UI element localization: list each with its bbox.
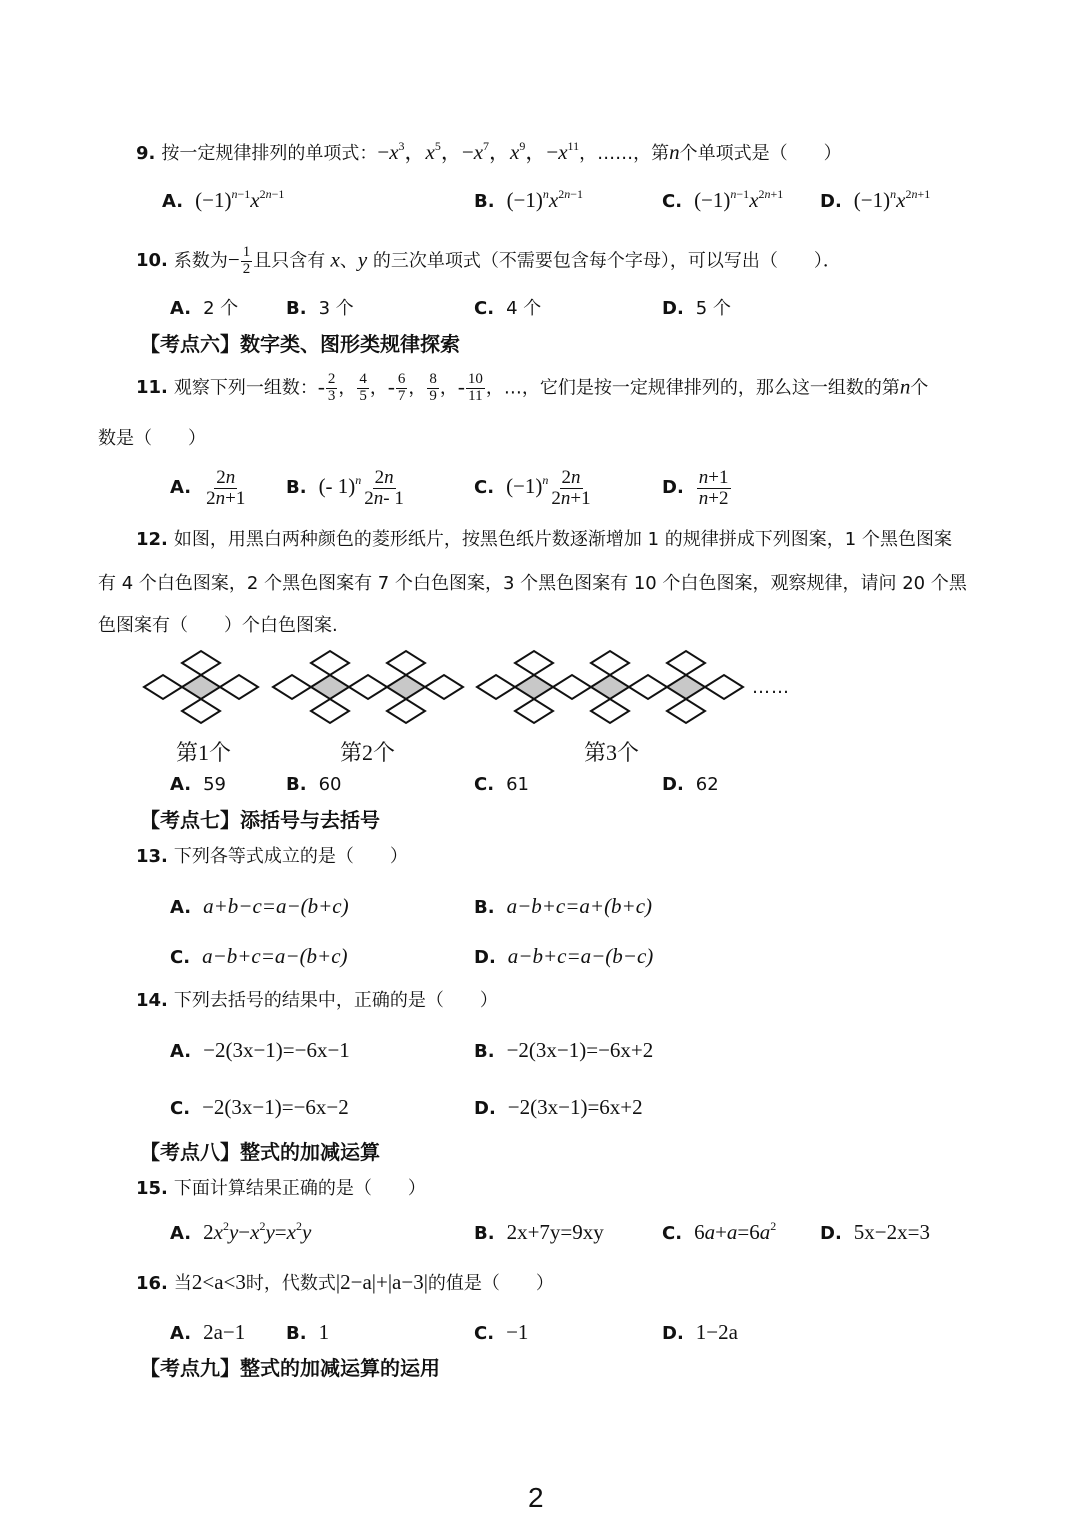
q9-option-d[interactable]: D. $(-1)^nx^{2n+1}$ [820, 187, 931, 212]
question-text: 下面计算结果正确的是（ ） [173, 1178, 426, 1199]
option-label: D. [662, 298, 684, 319]
rhombus-pattern-figure [0, 640, 1080, 740]
question-15 [136, 1180, 426, 1198]
white-rhombus [387, 651, 425, 675]
question-text: ，…，它们是按一定规律排列的，那么这一组数的第 [485, 377, 900, 399]
q13-option-d[interactable] [474, 946, 653, 967]
fraction: $\frac{2}{3}$ [327, 371, 336, 404]
option-expression: −2(3x−1)=6x+2 [507, 1095, 643, 1119]
option-label: C. [170, 947, 191, 968]
question-number: 12. [136, 529, 168, 550]
option-label: B. [286, 774, 307, 795]
option-label: B. [474, 1223, 495, 1244]
option-text: 60 [318, 774, 342, 795]
option-expression: −2(3x−1)=−6x+2 [506, 1038, 654, 1062]
white-rhombus [515, 699, 553, 723]
question-9: 9. 按一定规律排列的单项式：$-x^3$，$x^5$，$-x^7$，$x^9$，$-x^{11}$，……，第n个单项式是（ ） [136, 139, 842, 164]
white-rhombus [629, 675, 667, 699]
option-label: C. [474, 774, 495, 795]
question-number: 14. [136, 990, 168, 1011]
q12-option-a[interactable] [170, 776, 226, 794]
question-12 [136, 531, 952, 549]
question-number: 16. [136, 1273, 168, 1294]
question-number: 10. [136, 250, 168, 272]
q12-option-b[interactable] [286, 776, 341, 794]
q16-option-d[interactable] [662, 1322, 738, 1343]
option-expression: 2x+7y=9xy [506, 1220, 604, 1244]
white-rhombus [591, 699, 629, 723]
q11-option-d[interactable] [662, 468, 732, 509]
option-label: C. [662, 1223, 683, 1244]
fraction: $\frac{1}{2}$ [242, 244, 251, 277]
question-13 [136, 848, 408, 866]
fraction: $\frac{6}{7}$ [397, 371, 406, 404]
white-rhombus [311, 699, 349, 723]
option-text: 4 个 [506, 298, 542, 319]
q15-option-a[interactable]: A. $2x^2y-x^2y=x^2y$ [170, 1219, 312, 1244]
section-heading-7: 【考点七】添括号与去括号 [140, 808, 380, 832]
q11-option-b[interactable]: B. (- 1)$^n$ $\frac{2n}{2n- 1}$ [286, 467, 404, 509]
option-label: B. [286, 477, 307, 499]
option-expression: a−b+c=a+(b+c) [506, 894, 653, 918]
option-label: A. [170, 477, 192, 499]
q14-option-b[interactable] [474, 1040, 653, 1061]
q14-option-d[interactable] [474, 1097, 643, 1118]
option-label: A. [170, 897, 192, 918]
fraction: $\frac{8}{9}$ [429, 371, 437, 404]
option-label: D. [474, 947, 496, 968]
question-14 [136, 992, 498, 1010]
section-heading-6: 【考点六】数字类、图形类规律探索 [140, 332, 460, 356]
white-rhombus [515, 651, 553, 675]
q9-option-b[interactable]: B. $(-1)^nx^{2n-1}$ [474, 187, 584, 212]
white-rhombus [591, 651, 629, 675]
option-expression: 1 [318, 1320, 330, 1344]
option-label: B. [286, 1323, 307, 1344]
question-text: 时，代数式 [245, 1273, 336, 1294]
white-rhombus [311, 651, 349, 675]
white-rhombus [705, 675, 743, 699]
black-rhombus [387, 675, 425, 699]
option-label: C. [474, 298, 495, 319]
question-text: 个单项式是（ ） [679, 143, 842, 164]
fraction: $\frac{10}{11}$ [467, 371, 483, 404]
option-label: D. [474, 1098, 496, 1119]
question-text: 下列各等式成立的是（ ） [173, 846, 408, 867]
option-label: A. [162, 191, 184, 212]
option-expression: 1−2a [695, 1320, 738, 1344]
fraction: $\frac{2n}{2n- 1}$ [364, 467, 404, 509]
q10-option-d[interactable] [662, 300, 731, 318]
question-text: 按一定规律排列的单项式： [161, 143, 378, 164]
q14-option-a[interactable] [170, 1040, 350, 1061]
option-text: 59 [203, 774, 227, 795]
question-text: 的三次单项式（不需要包含每个字母），可以写出（ ）． [372, 250, 841, 272]
option-label: C. [170, 1098, 191, 1119]
q9-option-a[interactable]: A. $(-1)^{n-1}x^{2n-1}$ [162, 187, 285, 212]
option-label: C. [662, 191, 683, 212]
option-expression: a+b−c=a−(b+c) [203, 894, 349, 918]
q10-option-a[interactable] [170, 300, 238, 318]
question-10: 10. 系数为− $\frac{1}{2}$ 且只含有 x、y 的三次单项式（不需要包含每个字母），可以写出（ ）． [136, 244, 841, 277]
white-rhombus [182, 699, 220, 723]
q12-option-c[interactable] [474, 776, 529, 794]
option-label: D. [662, 477, 684, 499]
question-11-continued: 数是（ ） [98, 428, 206, 449]
option-label: D. [820, 1223, 842, 1244]
condition-expression: 2<a<3 [191, 1270, 246, 1294]
figure-label-3: 第3个 [584, 740, 640, 765]
q13-option-a[interactable] [170, 896, 349, 917]
absolute-value-expression: |2−a|+|a−3| [335, 1270, 428, 1294]
option-label: B. [286, 298, 307, 319]
white-rhombus [667, 651, 705, 675]
question-16 [136, 1272, 554, 1293]
q11-option-c[interactable]: C. $(-1)^n$ $\frac{2n}{2n+1}$ [474, 467, 591, 509]
question-12-line-2: 有 4 个白色图案，2 个黑色图案有 7 个白色图案，3 个黑色图案有 10 个白色图案，观察规律，请问 20 个黑 [98, 573, 967, 594]
black-rhombus [667, 675, 705, 699]
black-rhombus [515, 675, 553, 699]
question-text: 如图，用黑白两种颜色的菱形纸片，按黑色纸片数逐渐增加 1 的规律拼成下列图案，1 个黑色图案 [173, 529, 952, 550]
q10-option-c[interactable] [474, 300, 541, 318]
option-expression: 2a−1 [203, 1320, 246, 1344]
question-text: 系数为 [173, 250, 228, 272]
fraction: $\frac{2n}{2n+1}$ [551, 467, 591, 509]
option-label: D. [820, 191, 842, 212]
question-11: 11. 观察下列一组数：- $\frac{2}{3}$ ， $\frac{4}{5}$ ，- $\frac{6}{7}$ ， $\frac{8}{9}$ ，- $\frac{10}{11}$ ，…，它们是按一定规律排列的，那么这一组数的第n个 [136, 371, 929, 404]
option-label: A. [170, 1323, 192, 1344]
black-rhombus [591, 675, 629, 699]
q12-option-d[interactable] [662, 776, 719, 794]
option-label: B. [474, 897, 495, 918]
question-12-line-3: 色图案有（ ）个白色图案. [98, 615, 338, 636]
q16-option-b[interactable] [286, 1322, 329, 1343]
white-rhombus [425, 675, 463, 699]
q13-option-b[interactable] [474, 896, 652, 917]
question-text: 当 [173, 1273, 192, 1294]
option-expression: 5x−2x=3 [853, 1220, 930, 1244]
white-rhombus [182, 651, 220, 675]
option-expression: a−b+c=a−(b+c) [202, 944, 348, 968]
pattern-ellipsis: …… [752, 677, 790, 698]
question-text: 且只含有 [253, 250, 326, 272]
question-text: 个 [910, 377, 929, 399]
question-number: 9. [136, 143, 156, 164]
option-text: 2 个 [203, 298, 239, 319]
option-text: 3 个 [318, 298, 354, 319]
option-expression: −1 [506, 1320, 529, 1344]
variable-n: n [669, 140, 680, 164]
fraction: $\frac{4}{5}$ [359, 371, 367, 404]
q11-option-a[interactable] [170, 468, 248, 509]
question-text: 的值是（ ） [427, 1273, 554, 1294]
option-label: A. [170, 1223, 192, 1244]
section-heading-9: 【考点九】整式的加减运算的运用 [140, 1356, 440, 1380]
black-rhombus [182, 675, 220, 699]
question-text: 下列去括号的结果中，正确的是（ ） [173, 990, 498, 1011]
question-number: 13. [136, 846, 168, 867]
option-label: A. [170, 1041, 192, 1062]
option-label: A. [170, 774, 192, 795]
q10-option-b[interactable] [286, 300, 354, 318]
figure-label-2: 第2个 [340, 740, 396, 765]
black-rhombus [311, 675, 349, 699]
option-label: C. [474, 1323, 495, 1344]
white-rhombus [220, 675, 258, 699]
option-label: D. [662, 1323, 684, 1344]
fraction: $\frac{2n}{2n+1}$ [206, 467, 246, 509]
q15-option-c[interactable]: C. $6a+a=6a^2$ [662, 1219, 777, 1244]
option-text: 62 [695, 774, 719, 795]
fraction: $\frac{n+1}{n+2}$ [698, 467, 729, 509]
white-rhombus [387, 699, 425, 723]
option-expression: −2(3x−1)=−6x−1 [203, 1038, 350, 1062]
option-label: C. [474, 477, 495, 499]
section-heading-8: 【考点八】整式的加减运算 [140, 1140, 380, 1164]
figure-label-1: 第1个 [176, 740, 232, 765]
q13-option-c[interactable] [170, 946, 348, 967]
white-rhombus [477, 675, 515, 699]
option-text: 61 [506, 774, 529, 795]
question-text: 观察下列一组数： [173, 377, 318, 399]
q15-option-b[interactable] [474, 1222, 604, 1243]
option-expression: −2(3x−1)=−6x−2 [202, 1095, 349, 1119]
option-label: A. [170, 298, 192, 319]
white-rhombus [667, 699, 705, 723]
q16-option-c[interactable] [474, 1322, 528, 1343]
q9-option-c[interactable]: C. $(-1)^{n-1}x^{2n+1}$ [662, 187, 784, 212]
question-number: 11. [136, 377, 168, 399]
q14-option-c[interactable] [170, 1097, 349, 1118]
white-rhombus [273, 675, 311, 699]
option-text: 5 个 [695, 298, 731, 319]
option-label: D. [662, 774, 684, 795]
white-rhombus [553, 675, 591, 699]
white-rhombus [144, 675, 182, 699]
option-expression: a−b+c=a−(b−c) [507, 944, 654, 968]
option-label: B. [474, 191, 495, 212]
q16-option-a[interactable] [170, 1322, 245, 1343]
q15-option-d[interactable] [820, 1222, 930, 1243]
white-rhombus [349, 675, 387, 699]
variable-n: n [899, 374, 911, 399]
option-label: B. [474, 1041, 495, 1062]
page-number: 2 [528, 1482, 544, 1513]
question-number: 15. [136, 1178, 168, 1199]
question-text: ，……，第 [579, 143, 670, 164]
